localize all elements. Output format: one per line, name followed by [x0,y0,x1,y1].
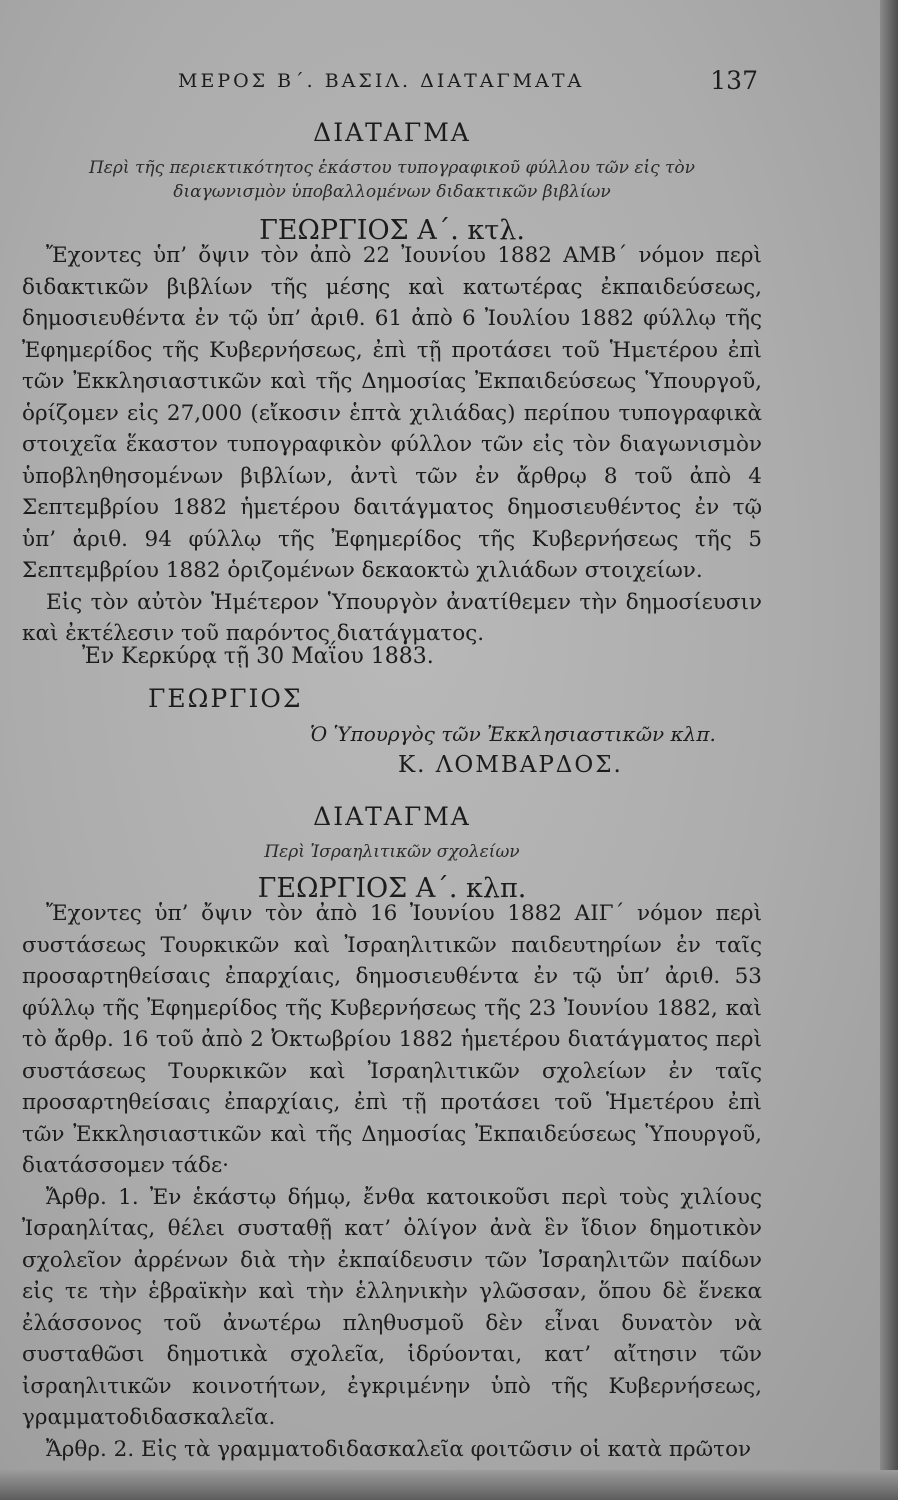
decree1-signer: ΓΕΩΡΓΙΟΣ [148,684,303,713]
running-title: ΜΕΡΟΣ Β΄. ΒΑΣΙΛ. ΔΙΑΤΑΓΜΑΤΑ [178,70,585,92]
decree1-subtitle-line-2: διαγωνισμὸν ὑποβαλλομένων διδακτικῶν βιβλίων [173,182,611,202]
page-edge-shadow [880,0,898,1500]
decree1-header [22,116,762,248]
decree1-heading: ΔΙΑΤΑΓΜΑ [313,118,471,147]
decree2-king: ΓΕΩΡΓΙΟΣ Α΄. κλπ. [257,873,527,904]
decree2-paragraph-1: Ἔχοντες ὑπ’ ὄψιν τὸν ἀπὸ 16 Ἰουνίου 1882 ΑΙΓ΄ νόμον περὶ συστάσεως Τουρκικῶν καὶ Ἰσραηλιτικῶν παιδευτηρίων ἐν ταῖς προσαρτηθείσαις ἐπαρχίαις, δημοσιευθέντα ἐν τῷ ὑπ’ ἀριθ. 53 φύλλῳ τῆς Ἐφημερίδος τῆς Κυβερνήσεως τῆς 23 Ἰουνίου 1882, καὶ τὸ ἄρθρ. 16 τοῦ ἀπὸ 2 Ὀκτωβρίου 1882 ἡμετέρου διατάγματος περὶ συστάσεως Τουρκικῶν καὶ Ἰσραηλιτικῶν σχολείων ἐν ταῖς προσαρτηθείσαις ἐπαρχίαις, ἐπὶ τῇ προτάσει τοῦ Ἡμετέρου ἐπὶ τῶν Ἐκκλησιαστικῶν καὶ τῆς Δημοσίας Ἐκπαιδεύσεως Ὑπουργοῦ, διατάσσομεν τάδε· [22,901,762,1178]
decree1-date-line: Ἐν Κερκύρᾳ τῇ 30 Μαΐου 1883. [82,644,434,669]
decree1-minister-title: Ὁ Ὑπουργὸς τῶν Ἐκκλησιαστικῶν κλπ. [310,722,716,746]
decree2-article-1: Ἄρθρ. 1. Ἐν ἑκάστῳ δήμῳ, ἔνθα κατοικοῦσι περὶ τοὺς χιλίους Ἰσραηλίτας, θέλει συσταθῇ κατ’ ὀλίγον ἀνὰ ἓν ἴδιον δημοτικὸν σχολεῖον ἀρρένων διὰ τὴν ἐκπαίδευσιν τῶν Ἰσραηλιτῶν παίδων εἰς τε τὴν ἑβραϊκὴν καὶ τὴν ἑλληνικὴν γλῶσσαν, ὅπου δὲ ἕνεκα ἐλάσσονος τοῦ ἀνωτέρω πληθυσμοῦ δὲν εἶναι δυνατὸν νὰ συσταθῶσι δημοτικὰ σχολεῖα, ἱδρύονται, κατ’ αἴτησιν τῶν ἰσραηλιτικῶν κοινοτήτων, ἐγκριμένην ὑπὸ τῆς Κυβερνήσεως, γραμματοδιδασκαλεῖα. [22,1184,762,1430]
decree2-header [22,800,762,906]
decree1-paragraph-1: Ἔχοντες ὑπ’ ὄψιν τὸν ἀπὸ 22 Ἰουνίου 1882 ΑΜΒ΄ νόμον περὶ διδακτικῶν βιβλίων τῆς μέσης καὶ κατωτέρας ἐκπαιδεύσεως, δημοσιευθέντα ἐν τῷ ὑπ’ ἀριθ. 61 ἀπὸ 6 Ἰουλίου 1882 φύλλῳ τῆς Ἐφημερίδος τῆς Κυβερνήσεως, ἐπὶ τῇ προτάσει τοῦ Ἡμετέρου ἐπὶ τῶν Ἐκκλησιαστικῶν καὶ τῆς Δημοσίας Ἐκπαιδεύσεως Ὑπουργοῦ, ὁρίζομεν εἰς 27,000 (εἴκοσιν ἑπτὰ χιλιάδας) περίπου τυπογραφικὰ στοιχεῖα ἕκαστον τυπογραφικὸν φύλλον τῶν εἰς τὸν διαγωνισμὸν ὑποβληθησομένων βιβλίων, ἀντὶ τῶν ἐν ἄρθρῳ 8 τοῦ ἀπὸ 4 Σεπτεμβρίου 1882 ἡμετέρου δαιτάγματος δημοσιευθέντος ἐν τῷ ὑπ’ ἀριθ. 94 φύλλῳ τῆς Ἐφημερίδος τῆς Κυβερνήσεως τῆς 5 Σεπτεμβρίου 1882 ὁριζομένων δεκαοκτὼ χιλιάδων στοιχείων. [22,243,762,583]
page-bottom-shadow [0,1470,898,1500]
decree1-king: ΓΕΩΡΓΙΟΣ Α΄. κτλ. [259,215,525,246]
decree1-minister-name: Κ. ΛΟΜΒΑΡΔΟΣ. [398,752,623,778]
decree1-subtitle-line-1: Περὶ τῆς περιεκτικότητος ἑκάστου τυπογραφικοῦ φύλλου τῶν εἰς τὸν [88,158,695,178]
decree2-heading: ΔΙΑΤΑΓΜΑ [313,802,471,831]
decree1-paragraph-2: Εἰς τὸν αὐτὸν Ἡμέτερον Ὑπουργὸν ἀνατίθεμεν τὴν δημοσίευσιν καὶ ἐκτέλεσιν τοῦ παρόντος διατάγματος. [22,589,762,646]
running-head [178,66,758,100]
decree2-article-2: Ἄρθρ. 2. Εἰς τὰ γραμματοδιδασκαλεῖα φοιτῶσιν οἱ κατὰ πρῶτον [46,1436,752,1462]
decree1-body [22,240,762,650]
page-number: 137 [710,66,758,95]
decree2-subtitle: Περὶ Ἰσραηλιτικῶν σχολείων [264,842,520,862]
decree2-body [22,898,762,1465]
